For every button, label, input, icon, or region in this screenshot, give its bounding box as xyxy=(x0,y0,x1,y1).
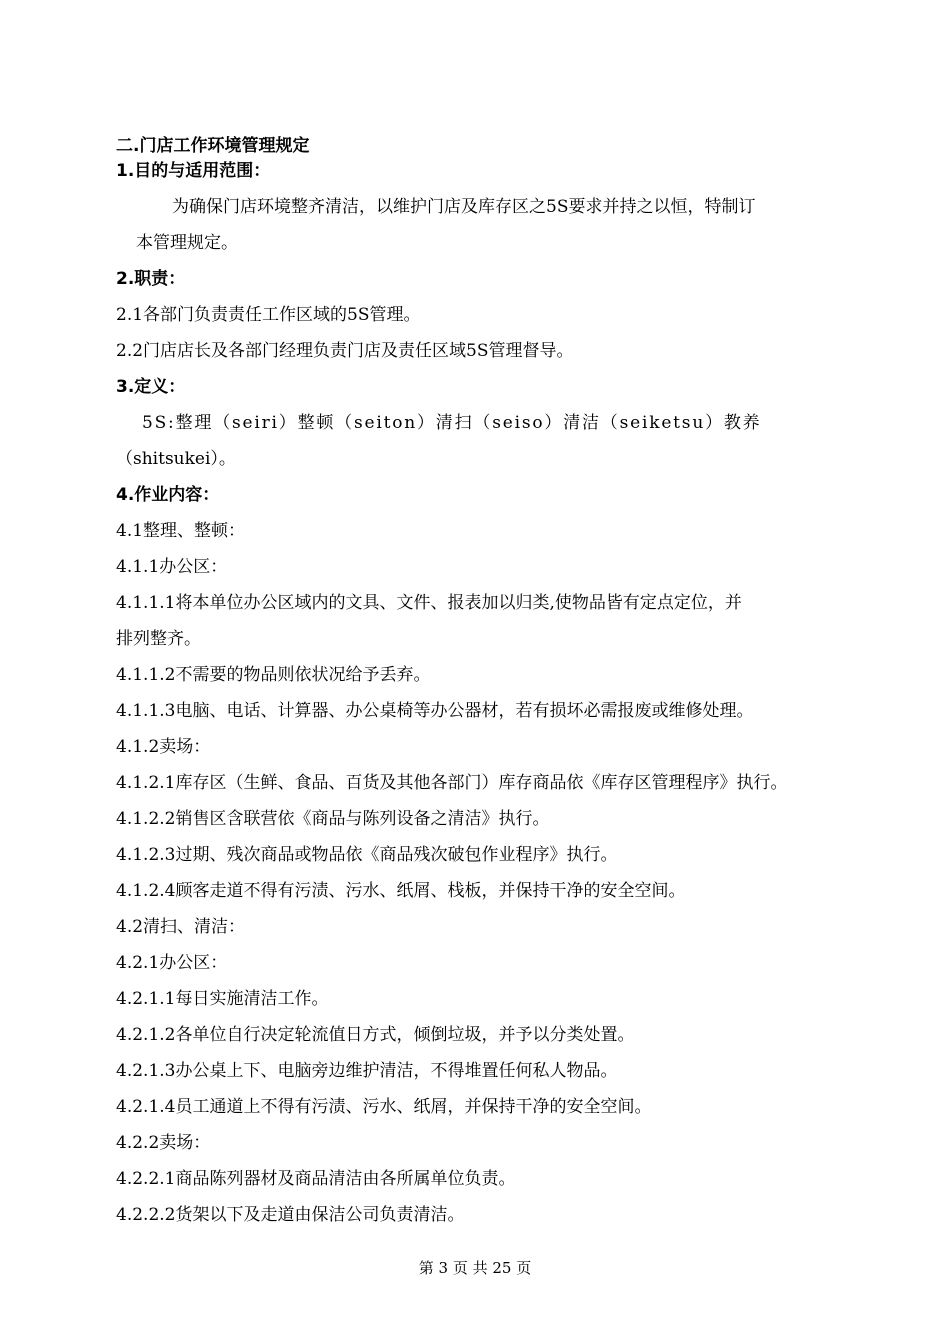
heading-purpose: 1.目的与适用范围： xyxy=(116,161,271,181)
paragraph-line: 4.1整理、整顿： xyxy=(116,521,246,541)
paragraph-line: 4.1.2.2销售区含联营依《商品与陈列设备之清洁》执行。 xyxy=(116,809,550,829)
heading-content: 4.作业内容： xyxy=(116,485,220,505)
paragraph-line: 4.2.1.4员工通道上不得有污渍、污水、纸屑，并保持干净的安全空间。 xyxy=(116,1097,652,1117)
paragraph-line: 4.1.2.1库存区（生鲜、食品、百货及其他各部门）库存商品依《库存区管理程序》执行。 xyxy=(116,773,788,793)
paragraph-line: 5S:整理（seiri）整顿（seiton）清扫（seiso）清洁（seiketsu）教养 xyxy=(142,413,762,433)
heading-duties: 2.职责： xyxy=(116,269,186,289)
paragraph-line: 为确保门店环境整齐清洁，以维护门店及库存区之5S要求并持之以恒，特制订 xyxy=(172,197,756,217)
page-footer: 第 3 页 共 25 页 xyxy=(418,1259,532,1277)
paragraph-line: 4.2.1.3办公桌上下、电脑旁边维护清洁，不得堆置任何私人物品。 xyxy=(116,1061,618,1081)
paragraph-line: 排列整齐。 xyxy=(116,629,201,649)
paragraph-line: 4.1.1.1将本单位办公区域内的文具、文件、报表加以归类,使物品皆有定点定位，并 xyxy=(116,593,742,613)
paragraph-line: 4.1.2卖场： xyxy=(116,737,211,757)
paragraph-line: 4.2.1.2各单位自行决定轮流值日方式，倾倒垃圾，并予以分类处置。 xyxy=(116,1025,635,1045)
paragraph-line: 4.2.1办公区： xyxy=(116,953,228,973)
paragraph-line: 4.1.1办公区： xyxy=(116,557,228,577)
paragraph-line: 4.1.2.4顾客走道不得有污渍、污水、纸屑、栈板，并保持干净的安全空间。 xyxy=(116,881,686,901)
paragraph-line: 4.2清扫、清洁： xyxy=(116,917,246,937)
paragraph-line: 2.2门店店长及各部门经理负责门店及责任区域5S管理督导。 xyxy=(116,341,574,361)
paragraph-line: 4.1.1.2不需要的物品则依状况给予丢弃。 xyxy=(116,665,431,685)
paragraph-line: 4.2.1.1每日实施清洁工作。 xyxy=(116,989,329,1009)
paragraph-line: 4.2.2卖场： xyxy=(116,1133,211,1153)
paragraph-line: 4.2.2.1商品陈列器材及商品清洁由各所属单位负责。 xyxy=(116,1169,516,1189)
paragraph-line: 4.1.2.3过期、残次商品或物品依《商品残次破包作业程序》执行。 xyxy=(116,845,618,865)
paragraph-line: 4.2.2.2货架以下及走道由保洁公司负责清洁。 xyxy=(116,1205,465,1225)
paragraph-line: 本管理规定。 xyxy=(136,233,238,253)
paragraph-line: 4.1.1.3电脑、电话、计算器、办公桌椅等办公器材，若有损坏必需报废或维修处理。 xyxy=(116,701,754,721)
paragraph-line: 2.1各部门负责责任工作区域的5S管理。 xyxy=(116,305,421,325)
heading-definition: 3.定义： xyxy=(116,377,186,397)
paragraph-line: （shitsukei）。 xyxy=(116,449,236,469)
section-title: 二.门店工作环境管理规定 xyxy=(116,136,310,156)
